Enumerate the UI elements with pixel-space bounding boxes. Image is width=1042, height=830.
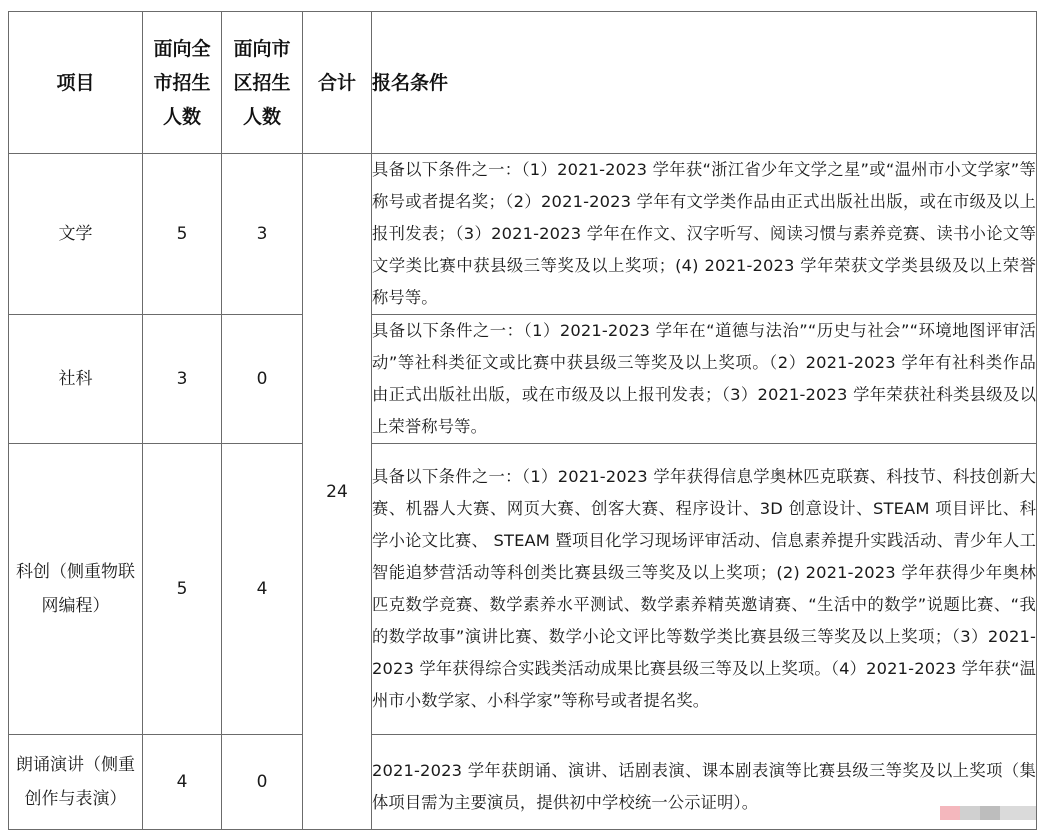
row-urban: 0 <box>222 315 303 444</box>
row-city-wide: 5 <box>143 154 222 315</box>
row-item: 朗诵演讲（侧重创作与表演） <box>9 735 143 830</box>
row-urban: 3 <box>222 154 303 315</box>
header-city-wide: 面向全市招生人数 <box>143 12 222 154</box>
header-total: 合计 <box>303 12 372 154</box>
row-city-wide: 3 <box>143 315 222 444</box>
total-cell: 24 <box>303 154 372 830</box>
watermark-block <box>1000 806 1036 820</box>
row-conditions: 具备以下条件之一：（1）2021-2023 学年获“浙江省少年文学之星”或“温州市小文学家”等称号或者提名奖；（2）2021-2023 学年有文学类作品由正式出版社出版，或在市级及以上报刊发表；（3）2021-2023 学年在作文、汉字听写、阅读习惯与素养竞赛、读书小论文等文学类比赛中获县级三等奖及以上奖项；(4) 2021-2023 学年荣获文学类县级及以上荣誉称号等。 <box>372 154 1037 315</box>
header-row <box>9 12 1037 154</box>
header-urban: 面向市区招生人数 <box>222 12 303 154</box>
row-conditions: 2021-2023 学年获朗诵、演讲、话剧表演、课本剧表演等比赛县级三等奖及以上奖项（集体项目需为主要演员，提供初中学校统一公示证明）。 <box>372 735 1037 830</box>
table-row <box>9 154 1037 315</box>
row-city-wide: 5 <box>143 444 222 735</box>
table-row <box>9 444 1037 735</box>
row-conditions: 具备以下条件之一：（1）2021-2023 学年获得信息学奥林匹克联赛、科技节、科技创新大赛、机器人大赛、网页大赛、创客大赛、程序设计、3D 创意设计、STEAM 项目评比、科学小论文比赛、 STEAM 暨项目化学习现场评审活动、信息素养提升实践活动、青少年人工智能追梦营活动等科创类比赛县级三等奖及以上奖项；(2) 2021-2023 学年获得少年奥林匹克数学竞赛、数学素养水平测试、数学素养精英邀请赛、“生活中的数学”说题比赛、“我的数学故事”演讲比赛、数学小论文评比等数学类比赛县级三等奖及以上奖项；（3）2021-2023 学年获得综合实践类活动成果比赛县级三等及以上奖项。（4）2021-2023 学年获“温州市小数学家、小科学家”等称号或者提名奖。 <box>372 444 1037 735</box>
row-urban: 0 <box>222 735 303 830</box>
row-item: 科创（侧重物联网编程） <box>9 444 143 735</box>
row-urban: 4 <box>222 444 303 735</box>
row-conditions: 具备以下条件之一：（1）2021-2023 学年在“道德与法治”“历史与社会”“环境地图评审活动”等社科类征文或比赛中获县级三等奖及以上奖项。（2）2021-2023 学年有社科类作品由正式出版社出版，或在市级及以上报刊发表；（3）2021-2023 学年荣获社科类县级及以上荣誉称号等。 <box>372 315 1037 444</box>
enrollment-table <box>8 11 1037 830</box>
watermark-block <box>980 806 1000 820</box>
table-row <box>9 735 1037 830</box>
watermark-block <box>960 806 980 820</box>
row-item: 文学 <box>9 154 143 315</box>
header-item: 项目 <box>9 12 143 154</box>
table-row <box>9 315 1037 444</box>
blurred-watermark <box>940 806 1036 820</box>
header-conditions: 报名条件 <box>372 12 1037 154</box>
row-city-wide: 4 <box>143 735 222 830</box>
row-item: 社科 <box>9 315 143 444</box>
watermark-block <box>940 806 960 820</box>
